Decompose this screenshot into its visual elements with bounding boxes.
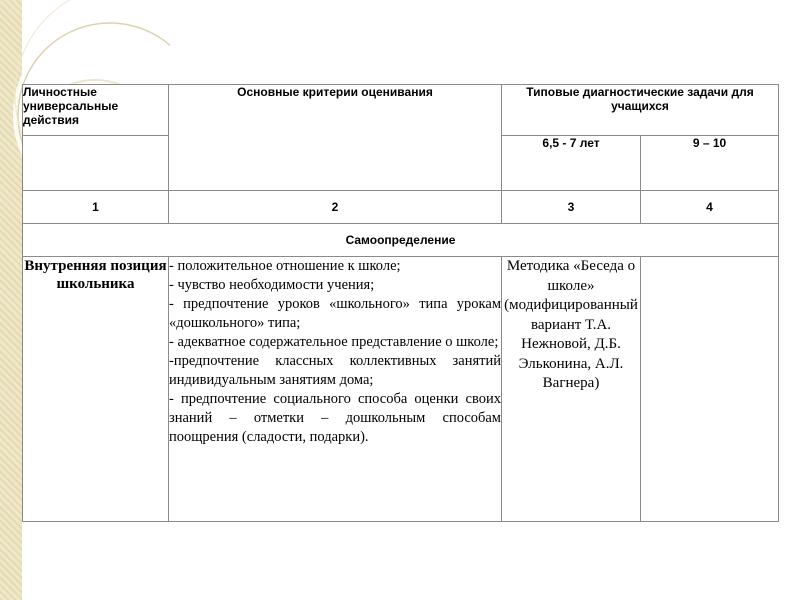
- header-age-9-10: 9 – 10: [641, 136, 779, 191]
- section-title: Самоопределение: [23, 224, 779, 257]
- column-number-3: 3: [502, 191, 641, 224]
- criterion-item: -предпочтение классных коллективных занятий индивидуальным занятиям дома;: [169, 353, 501, 388]
- column-number-1: 1: [23, 191, 169, 224]
- header-diagnostic-tasks: Типовые диагностические задачи для учащихся: [502, 85, 779, 136]
- column-number-4: 4: [641, 191, 779, 224]
- header-personal-actions-continued: [23, 136, 169, 191]
- competency-cell: Внутренняя позиция школьника: [23, 257, 169, 522]
- age-9-10-cell: [641, 257, 779, 522]
- criteria-cell: [169, 257, 502, 522]
- criteria-table: [22, 84, 779, 522]
- header-criteria: Основные критерии оценивания: [169, 85, 502, 191]
- criterion-item: - предпочтение уроков «школьного» типа урокам «дошкольного» типа;: [169, 296, 501, 331]
- criterion-item: - предпочтение социального способа оценки своих знаний – отметки – дошкольным способам поощрения (сладости, подарки).: [169, 391, 501, 445]
- criterion-item: - адекватное содержательное представление о школе;: [169, 334, 499, 350]
- header-personal-actions: Личностные универсальные действия: [23, 85, 169, 136]
- column-number-2: 2: [169, 191, 502, 224]
- criterion-item: - чувство необходимости учения;: [169, 277, 375, 293]
- method-cell: Методика «Беседа о школе» (модифицированный вариант Т.А. Нежновой, Д.Б. Эльконина, А.Л. Вагнера): [502, 257, 641, 522]
- criterion-item: - положительное отношение к школе;: [169, 258, 401, 274]
- header-age-6-7: 6,5 - 7 лет: [502, 136, 641, 191]
